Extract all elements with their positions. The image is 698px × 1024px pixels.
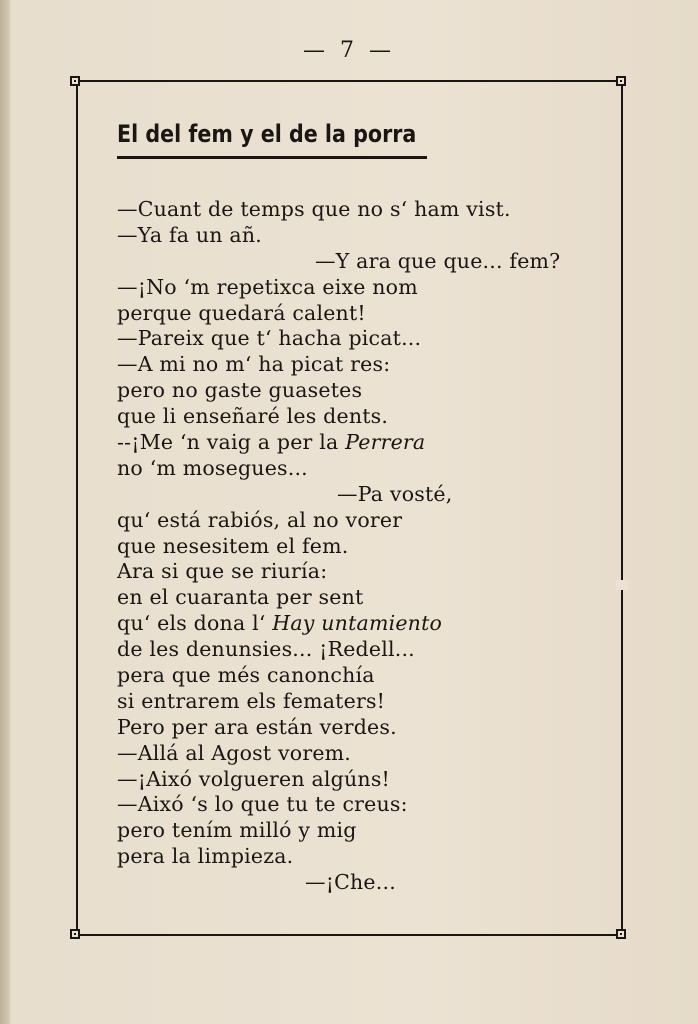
poem-line <box>117 197 587 223</box>
poem-line <box>117 456 587 482</box>
poem-line-text: —A mi no m‘ ha picat res: <box>117 352 391 377</box>
poem-line-text: —¡No ‘m repetixca eixe nom <box>117 274 418 299</box>
poem-line-text: —¡Che... <box>305 870 396 895</box>
frame-border-gap <box>616 580 628 590</box>
poem-line <box>117 534 587 560</box>
poem-line-text: Ara si que se riuría: <box>117 559 328 584</box>
poem-line-text: --¡Me ‘n vaig a per la <box>117 430 346 455</box>
poem-line <box>117 767 587 793</box>
poem-line <box>117 404 587 430</box>
poem-line <box>117 689 587 715</box>
poem-line <box>117 559 587 585</box>
poem-line-text: pera que més canonchía <box>117 663 375 688</box>
poem-line <box>117 818 587 844</box>
poem-line <box>117 663 587 689</box>
poem-line-text: pero no gaste guasetes <box>117 378 363 403</box>
frame-border-right <box>621 80 623 936</box>
poem-line-text: perque quedará calent! <box>117 300 366 325</box>
poem-title: El del fem y el de la porra <box>117 120 417 148</box>
poem-line-text: no ‘m mosegues... <box>117 455 308 480</box>
poem-line <box>117 275 587 301</box>
poem-line-text: —Aixó ‘s lo que tu te creus: <box>117 792 408 817</box>
poem-line <box>117 352 587 378</box>
poem-line <box>117 611 587 637</box>
poem-body <box>117 197 587 896</box>
poem-line-text: —Cuant de temps que no s‘ ham vist. <box>117 197 511 221</box>
frame-border-top <box>75 80 623 82</box>
frame-corner-ornament <box>616 76 626 86</box>
poem-line <box>117 792 587 818</box>
poem-line <box>117 326 587 352</box>
poem-line-text: Pero per ara están verdes. <box>117 714 397 739</box>
poem-line <box>117 715 587 741</box>
page-number: — 7 — <box>303 38 395 63</box>
poem-line <box>117 378 587 404</box>
frame-corner-ornament <box>70 76 80 86</box>
poem-line-text: que li enseñaré les dents. <box>117 404 389 429</box>
poem-line-text: —Pa vosté, <box>337 481 453 506</box>
poem-line-italic-text: Hay untamiento <box>272 611 443 636</box>
poem-line-text: —Allá al Agost vorem. <box>117 740 352 765</box>
poem-line <box>117 301 587 327</box>
poem-line-text: de les denunsies... ¡Redell... <box>117 637 415 662</box>
poem-line-text: qu‘ els dona l‘ <box>117 611 273 636</box>
frame-corner-ornament <box>616 929 626 939</box>
poem-line <box>117 223 587 249</box>
poem-line <box>117 430 587 456</box>
poem-line-text: en el cuaranta per sent <box>117 585 364 610</box>
poem-line-text: —¡Aixó volgueren algúns! <box>117 766 390 791</box>
poem-line-text: —Pareix que t‘ hacha picat... <box>117 326 422 351</box>
poem-line <box>117 482 587 508</box>
poem-line <box>117 844 587 870</box>
frame-border-bottom <box>75 934 623 936</box>
poem-line <box>117 585 587 611</box>
poem-line <box>117 637 587 663</box>
poem-line-text: qu‘ está rabiós, al no vorer <box>117 507 403 532</box>
poem-line-text: si entrarem els fematers! <box>117 688 386 713</box>
poem-line-text: pera la limpieza. <box>117 844 294 869</box>
poem-line-text: —Ya fa un añ. <box>117 222 262 247</box>
poem-line <box>117 508 587 534</box>
frame-corner-ornament <box>70 929 80 939</box>
poem-line-italic-text: Perrera <box>345 430 426 455</box>
poem-line-text: pero tením milló y mig <box>117 818 357 843</box>
title-underline <box>117 156 427 159</box>
page-spine-shadow <box>0 0 10 1024</box>
poem-line-text: —Y ara que que... fem? <box>315 248 561 273</box>
poem-line <box>117 870 587 896</box>
poem-line-text: que nesesitem el fem. <box>117 533 349 558</box>
frame-border-left <box>76 80 78 936</box>
poem-line <box>117 741 587 767</box>
poem-line <box>117 249 587 275</box>
